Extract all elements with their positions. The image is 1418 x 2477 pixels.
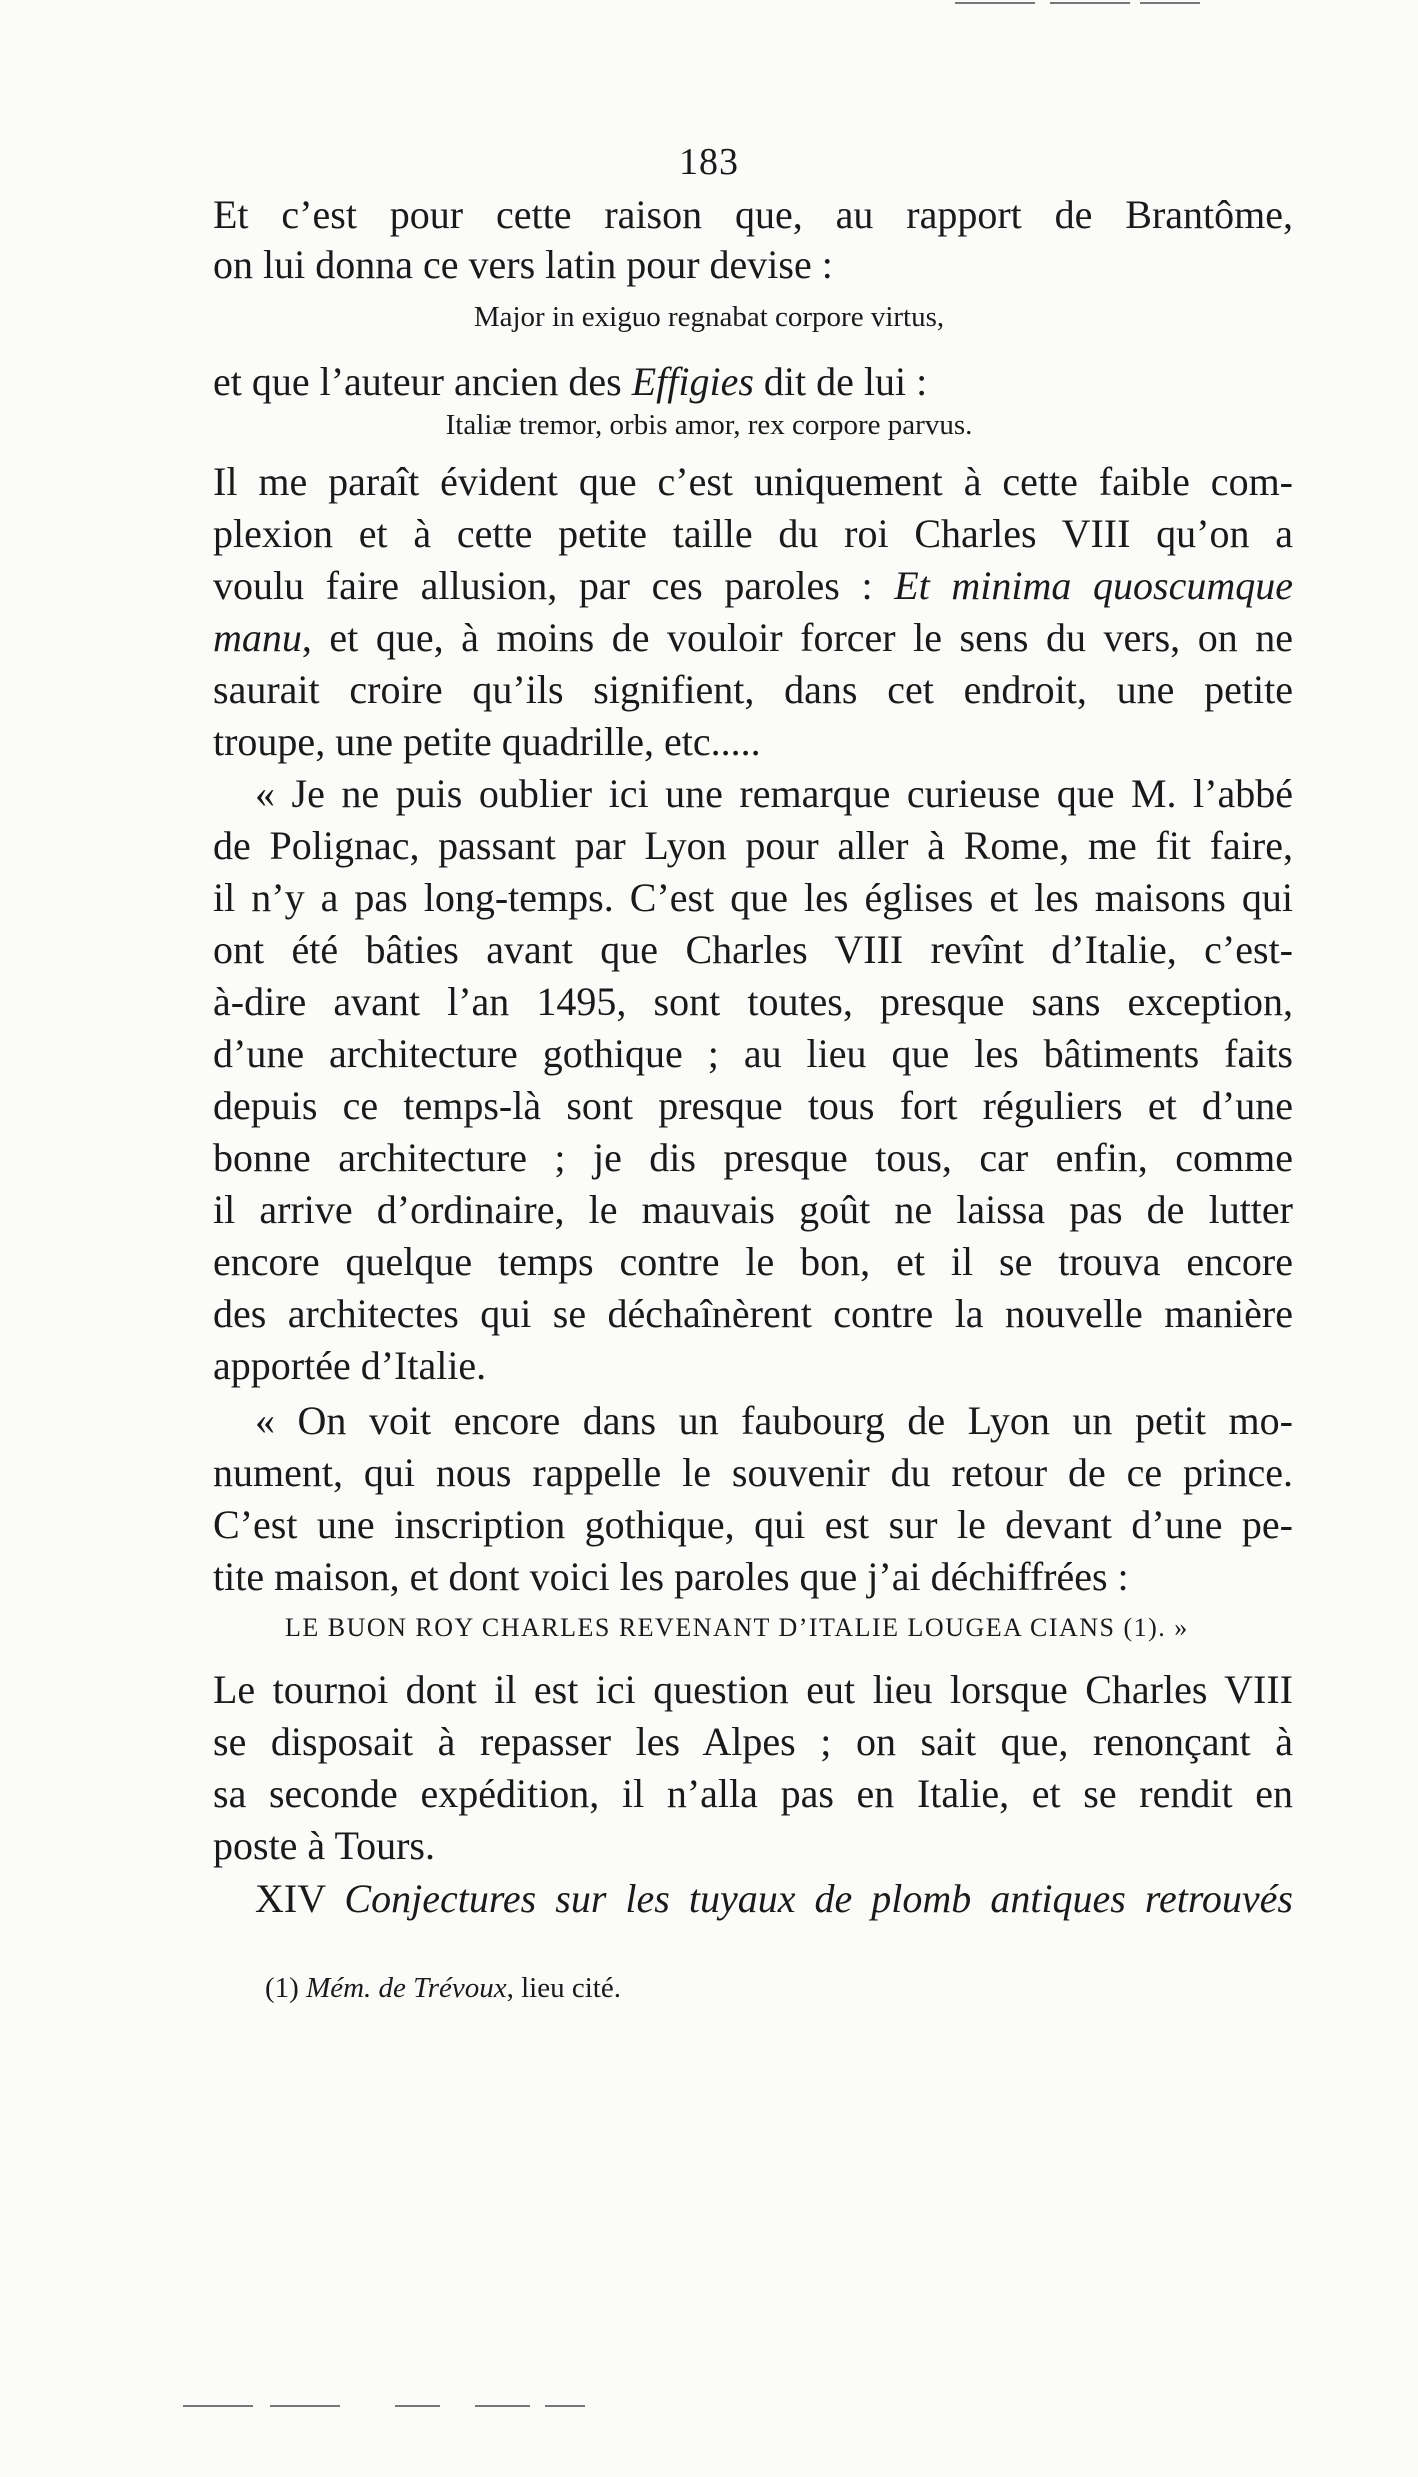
footnote: (1) Mém. de Trévoux, lieu cité. [265,1972,621,2004]
bottom-rule [475,2405,530,2407]
text-line: encore quelque temps contre le bon, et il se trouva encore [213,1239,1293,1284]
top-rule [1140,2,1200,4]
bottom-rule [395,2405,440,2407]
text-line: bonne architecture ; je dis presque tous, car enfin, comme [213,1135,1293,1180]
gothic-inscription: LE BUON ROY CHARLES REVENANT D’ITALIE LOUGEA CIANS (1). » [285,1613,1189,1642]
section-heading: XIV Conjectures sur les tuyaux de plomb antiques retrouvés [255,1876,1293,1921]
text-line: à-dire avant l’an 1495, sont toutes, presque sans exception, [213,979,1293,1024]
text-line: Le tournoi dont il est ici question eut lieu lorsque Charles VIII [213,1667,1293,1712]
bottom-rule [183,2405,253,2407]
text-line: « Je ne puis oublier ici une remarque curieuse que M. l’abbé [255,771,1293,816]
text-line: on lui donna ce vers latin pour devise : [213,242,833,287]
text-line: plexion et à cette petite taille du roi Charles VIII qu’on a [213,511,1293,556]
text-line: nument, qui nous rappelle le souvenir du retour de ce prince. [213,1450,1293,1495]
text-line: tite maison, et dont voici les paroles que j’ai déchiffrées : [213,1554,1129,1599]
text-line: voulu faire allusion, par ces paroles : Et minima quoscumque [213,563,1293,608]
text-line: ont été bâties avant que Charles VIII revînt d’Italie, c’est- [213,927,1293,972]
text-line: C’est une inscription gothique, qui est sur le devant d’une pe- [213,1502,1293,1547]
page-number: 183 [679,141,739,183]
latin-verse: Italiæ tremor, orbis amor, rex corpore parvus. [445,409,973,441]
text-line: de Polignac, passant par Lyon pour aller à Rome, me fit faire, [213,823,1293,868]
top-rule [1050,2,1130,4]
text-line: sa seconde expédition, il n’alla pas en Italie, et se rendit en [213,1771,1293,1816]
text-line: « On voit encore dans un faubourg de Lyon un petit mo- [255,1398,1293,1443]
bottom-rule [545,2405,585,2407]
text-line: apportée d’Italie. [213,1343,487,1388]
text-line: d’une architecture gothique ; au lieu que les bâtiments faits [213,1031,1293,1076]
text-line: depuis ce temps-là sont presque tous fort réguliers et d’une [213,1083,1293,1128]
text-line: manu, et que, à moins de vouloir forcer le sens du vers, on ne [213,615,1293,660]
text-line: et que l’auteur ancien des Effigies dit de lui : [213,359,928,404]
text-line: se disposait à repasser les Alpes ; on sait que, renonçant à [213,1719,1293,1764]
text-line: des architectes qui se déchaînèrent contre la nouvelle manière [213,1291,1293,1336]
text-line: saurait croire qu’ils signifient, dans cet endroit, une petite [213,667,1293,712]
text-line: Et c’est pour cette raison que, au rapport de Brantôme, [213,192,1293,237]
latin-verse: Major in exiguo regnabat corpore virtus, [473,301,945,333]
text-line: poste à Tours. [213,1823,435,1868]
bottom-rule [270,2405,340,2407]
top-rule [955,2,1035,4]
text-line: troupe, une petite quadrille, etc..... [213,719,761,764]
text-line: Il me paraît évident que c’est uniquement à cette faible com- [213,459,1293,504]
text-line: il n’y a pas long-temps. C’est que les églises et les maisons qui [213,875,1293,920]
text-line: il arrive d’ordinaire, le mauvais goût ne laissa pas de lutter [213,1187,1293,1232]
